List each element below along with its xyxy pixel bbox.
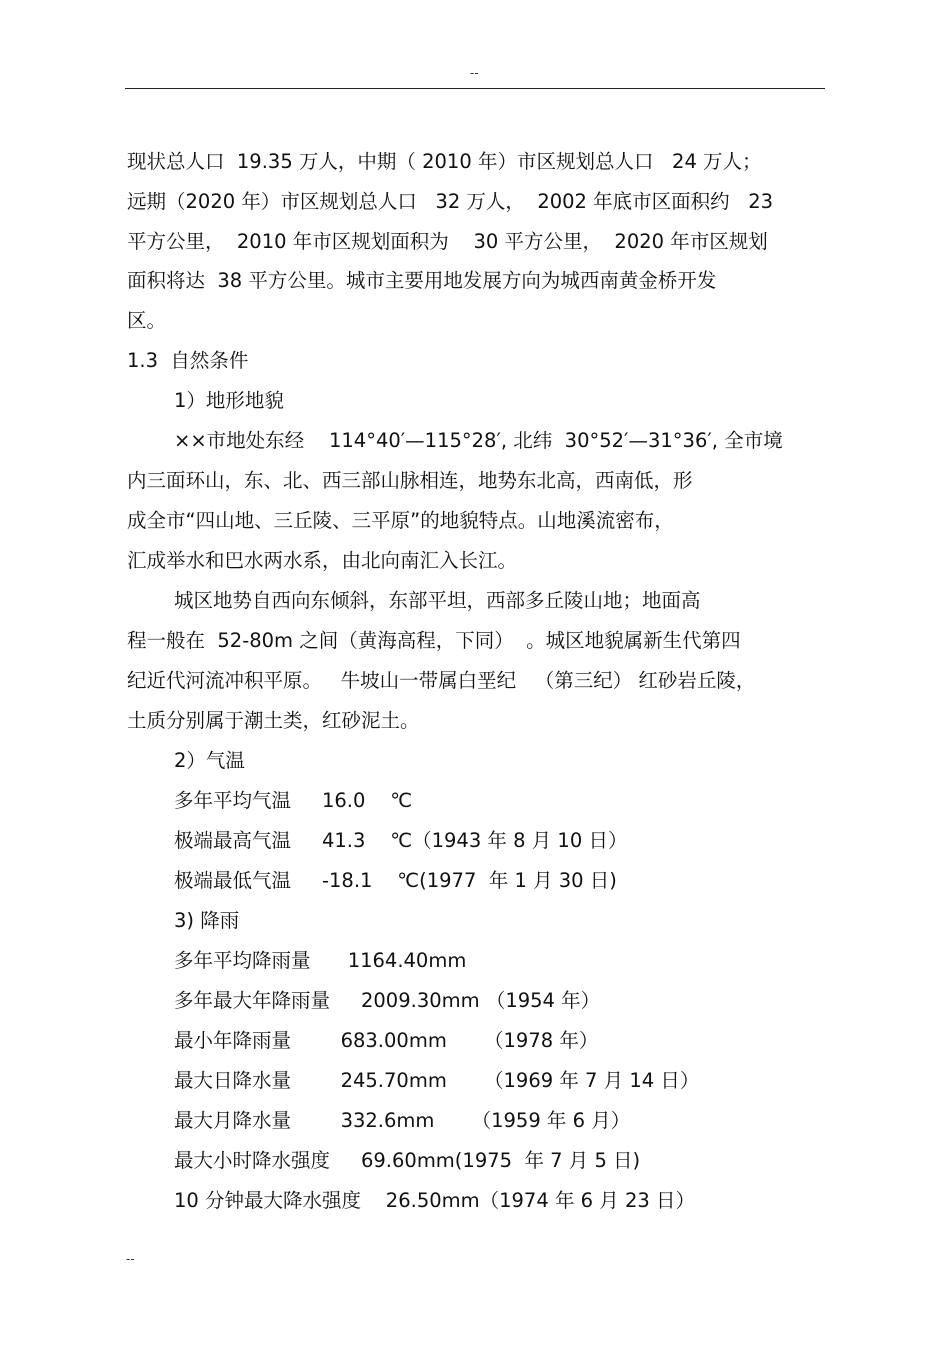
paragraph-line: 成全市“四山地、三丘陵、三平原”的地貌特点。山地溪流密布， [127,509,674,532]
data-line: 多年平均降雨量 1164.40mm [174,949,467,972]
data-line: 最大日降水量 245.70mm （1969 年 7 月 14 日） [174,1069,700,1092]
data-line: 极端最低气温 -18.1 ℃(1977 年 1 月 30 日) [174,869,617,892]
paragraph-line: 平方公里， 2010 年市区规划面积为 30 平方公里， 2020 年市区规划 [127,230,768,253]
paragraph-line: 现状总人口 19.35 万人，中期（ 2010 年）市区规划总人口 24 万人； [127,150,762,173]
paragraph-line: 城区地势自西向东倾斜，东部平坦，西部多丘陵山地；地面高 [174,589,701,612]
header-mark: -- [470,66,479,80]
paragraph-line: 土质分别属于潮土类，红砂泥土。 [127,709,420,732]
data-line: 最小年降雨量 683.00mm （1978 年） [174,1029,599,1052]
data-line: 多年平均气温 16.0 ℃ [174,789,413,812]
data-line: 最大小时降水强度 69.60mm(1975 年 7 月 5 日) [174,1149,641,1172]
data-line: 最大月降水量 332.6mm （1959 年 6 月） [174,1109,631,1132]
data-line: 10 分钟最大降水强度 26.50mm（1974 年 6 月 23 日） [174,1189,695,1212]
paragraph-line: 内三面环山，东、北、西三部山脉相连，地势东北高，西南低，形 [127,469,693,492]
paragraph-line: 面积将达 38 平方公里。城市主要用地发展方向为城西南黄金桥开发 [127,269,717,292]
section-heading: 1.3 自然条件 [127,349,249,372]
subsection-heading: 1）地形地貌 [174,389,284,412]
paragraph-line: 区。 [127,309,167,332]
paragraph-line: 远期（2020 年）市区规划总人口 32 万人， 2002 年底市区面积约 23 [127,190,774,213]
subsection-heading: 2）气温 [174,749,245,772]
paragraph-line: ××市地处东经 114°40′—115°28′, 北纬 30°52′—31°36′, 全市境 [174,429,783,452]
paragraph-line: 汇成举水和巴水两水系，由北向南汇入长江。 [127,549,518,572]
paragraph-line: 程一般在 52-80m 之间（黄海高程，下同） 。城区地貌属新生代第四 [127,629,741,652]
data-line: 多年最大年降雨量 2009.30mm （1954 年） [174,989,601,1012]
paragraph-line: 纪近代河流冲积平原。 牛坡山一带属白垩纪 （第三纪） 红砂岩丘陵， [127,669,756,692]
header-rule [125,88,825,89]
footer-mark: -- [126,1252,135,1266]
data-line: 极端最高气温 41.3 ℃（1943 年 8 月 10 日） [174,829,628,852]
subsection-heading: 3) 降雨 [174,909,240,932]
